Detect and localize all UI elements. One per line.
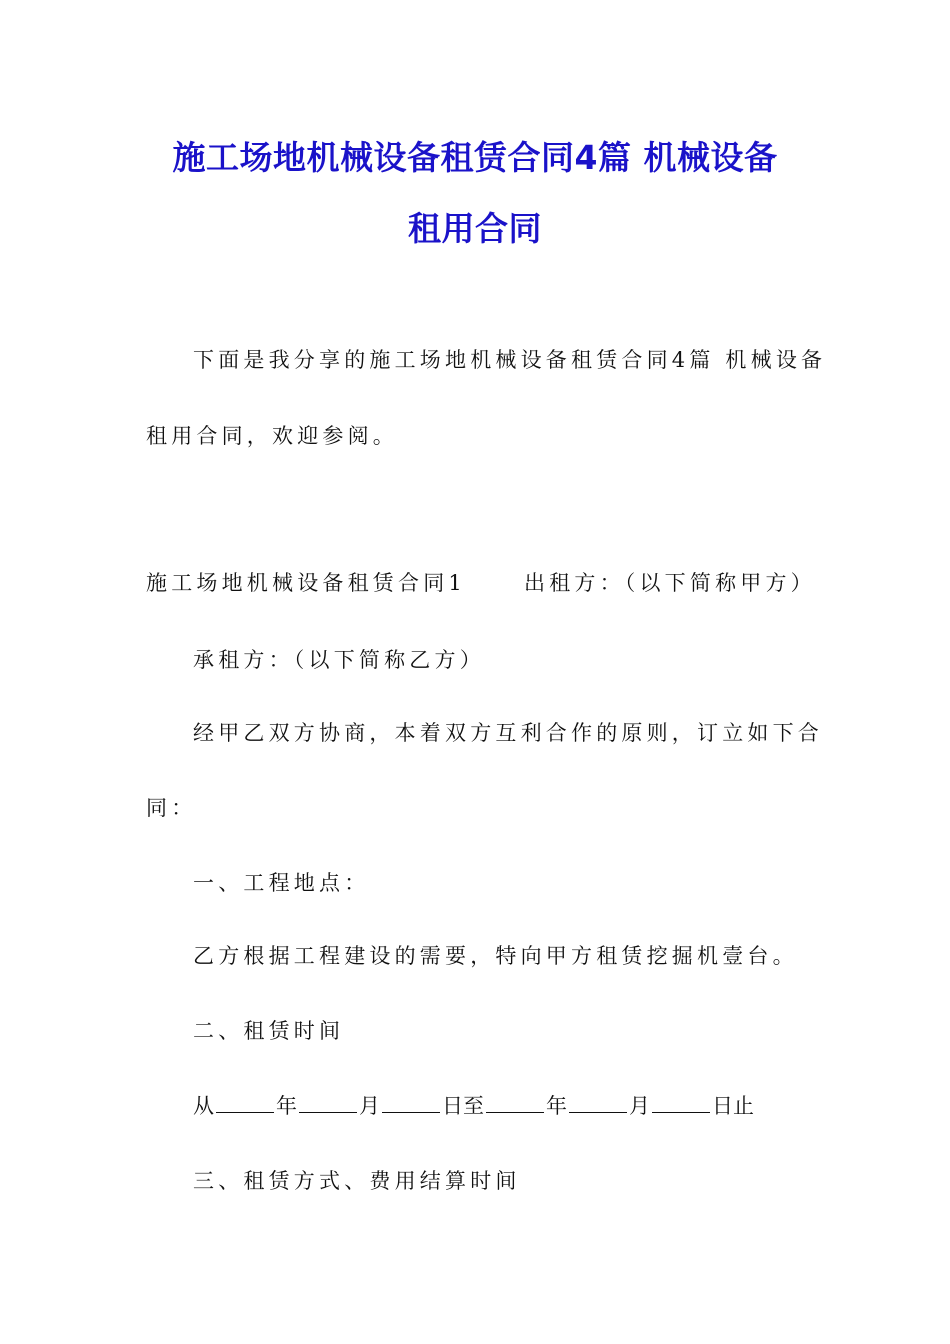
period-year-1: 年 bbox=[276, 1094, 297, 1118]
preamble-line-2: 同： bbox=[146, 796, 197, 820]
period-from: 从 bbox=[193, 1094, 214, 1118]
section-1-title: 一、工程地点： bbox=[193, 871, 370, 895]
section-3-title: 三、租赁方式、费用结算时间 bbox=[193, 1169, 521, 1193]
period-end: 日止 bbox=[712, 1094, 754, 1118]
period-month-2: 月 bbox=[629, 1094, 650, 1118]
preamble-line-1: 经甲乙双方协商，本着双方互利合作的原则，订立如下合 bbox=[193, 721, 823, 745]
section-1-body: 乙方根据工程建设的需要，特向甲方租赁挖掘机壹台。 bbox=[193, 944, 798, 968]
lessee-label: 承租方：（以下简称乙方） bbox=[193, 648, 485, 672]
intro-line-1: 下面是我分享的施工场地机械设备租赁合同4篇 机械设备 bbox=[193, 348, 827, 372]
start-day-blank bbox=[382, 1094, 440, 1113]
intro-line-2: 租用合同，欢迎参阅。 bbox=[146, 424, 398, 448]
contract-heading: 施工场地机械设备租赁合同1 bbox=[146, 571, 466, 595]
end-month-blank bbox=[569, 1094, 627, 1113]
end-year-blank bbox=[486, 1094, 544, 1113]
period-month-1: 月 bbox=[359, 1094, 380, 1118]
start-year-blank bbox=[216, 1094, 274, 1113]
document-title-line-1: 施工场地机械设备租赁合同4篇 机械设备 bbox=[172, 138, 778, 177]
period-day-to: 日至 bbox=[442, 1094, 484, 1118]
start-month-blank bbox=[299, 1094, 357, 1113]
contract-heading-row bbox=[146, 568, 816, 598]
period-year-2: 年 bbox=[546, 1094, 567, 1118]
section-2-title: 二、租赁时间 bbox=[193, 1019, 345, 1043]
rental-period-line bbox=[193, 1091, 754, 1121]
lessor-label: 出租方：（以下简称甲方） bbox=[523, 571, 816, 595]
end-day-blank bbox=[652, 1094, 710, 1113]
document-title-line-2: 租用合同 bbox=[408, 209, 542, 248]
